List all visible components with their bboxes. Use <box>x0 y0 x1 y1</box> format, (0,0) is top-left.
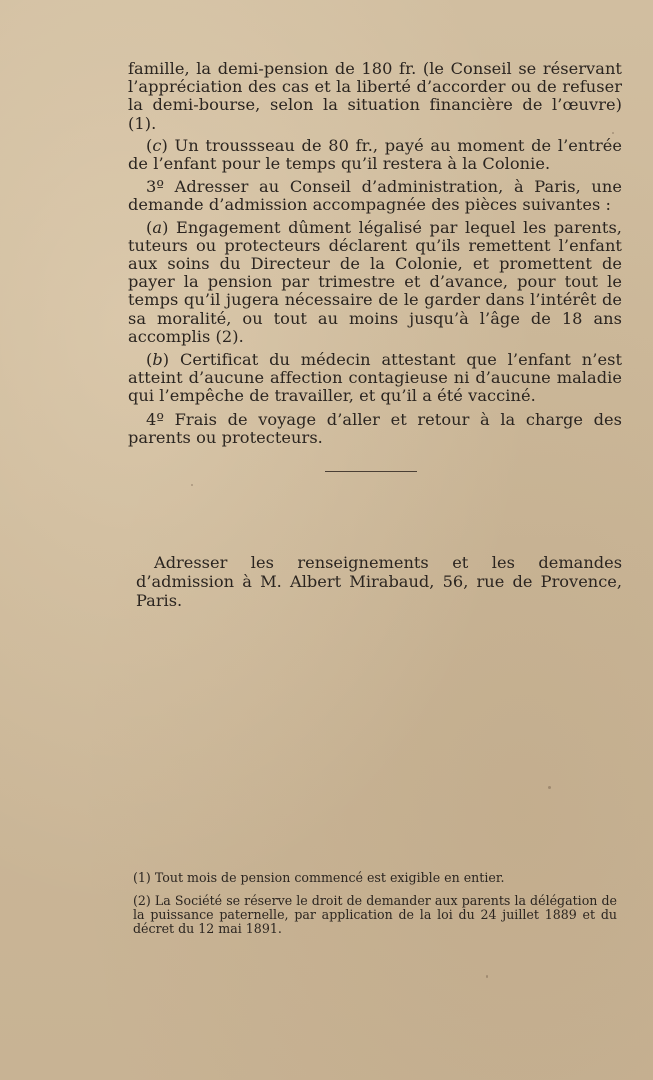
item-text-a: Engagement dûment légalisé par lequel les parents, tuteurs ou protecteurs déclarent qu’ils remettent l’enfant aux soins du Directeur de la Colonie, et promettent de payer la pension par trimestre et d’avance, pour tout le temps qu’il jugera nécessaire de le garder dans l’intérêt de sa moralité, ou tout au moins jusqu’à l’âge de 18 ans accomplis (2). <box>128 217 623 346</box>
item-label-c: c <box>152 135 162 155</box>
paragraph-4-frais: 4º Frais de voyage d’aller et retour à la charge des parents ou protecteurs. <box>128 409 622 447</box>
item-text-c: Un troussseau de 80 fr., payé au moment de l’entrée de l’enfant pour le temps qu’il restera à la Colonie. <box>128 135 622 174</box>
paper-speck <box>548 786 551 789</box>
paper-speck <box>612 132 614 134</box>
item-label-b: b <box>152 350 163 370</box>
paragraph-demi-pension: famille, la demi-pension de 180 fr. (le Conseil se réservant l’appréciation des cas et la liberté d’accorder ou de refuser la demi-bourse, selon la situation financière de l’œuvre) (1). <box>128 59 622 133</box>
section-divider <box>325 471 417 472</box>
footnotes <box>133 871 617 936</box>
item-text-b: Certificat du médecin attestant que l’enfant n’est atteint d’aucune affection contagieuse ni d’aucune maladie qui l’empêche de travailler, et qu’il a été vacciné. <box>128 350 623 406</box>
item-label-a: a <box>152 217 163 237</box>
paper-speck <box>486 975 488 978</box>
footnote-1: (1) Tout mois de pension commencé est exigible en entier. <box>133 870 505 885</box>
address-text: Adresser les renseignements et les demandes d’admission à M. Albert Mirabaud, 56, rue de Provence, Paris. <box>136 553 622 610</box>
paper-speck <box>191 484 193 486</box>
address-block <box>136 553 622 610</box>
paragraph-b-certificat: (b) Certificat du médecin attestant que l’enfant n’est atteint d’aucune affection contagieuse ni d’aucune maladie qui l’empêche de travailler, et qu’il a été vacciné. <box>128 350 623 406</box>
body-text <box>128 60 622 447</box>
paragraph-c-trousseau: (c) Un troussseau de 80 fr., payé au moment de l’entrée de l’enfant pour le temps qu’il restera à la Colonie. <box>128 135 622 174</box>
footnote-2: (2) La Société se réserve le droit de demander aux parents la délégation de la puissance paternelle, par application de la loi du 24 juillet 1889 et du décret du 12 mai 1891. <box>133 893 617 936</box>
paragraph-a-engagement: (a) Engagement dûment légalisé par lequel les parents, tuteurs ou protecteurs déclarent qu’ils remettent l’enfant aux soins du Directeur de la Colonie, et promettent de payer la pension par trimestre et d’avance, pour tout le temps qu’il jugera nécessaire de le garder dans l’intérêt de sa moralité, ou tout au moins jusqu’à l’âge de 18 ans accomplis (2). <box>128 217 623 346</box>
paragraph-3-conseil: 3º Adresser au Conseil d’administration, à Paris, une demande d’admission accompagnée des pièces suivantes : <box>128 177 622 215</box>
